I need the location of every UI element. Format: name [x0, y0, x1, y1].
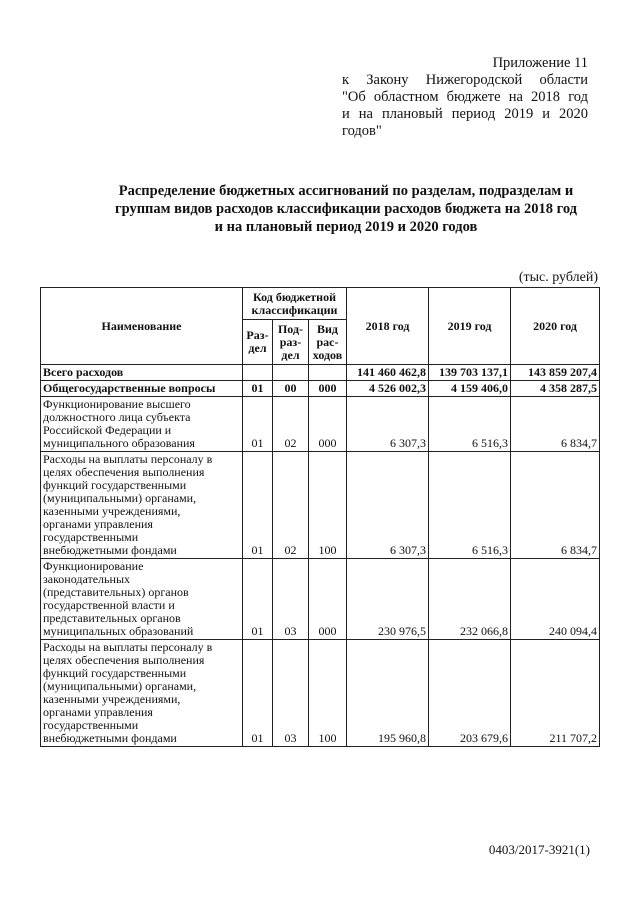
row-name-line: государственными [43, 530, 139, 544]
row-podrazdel: 00 [273, 381, 309, 397]
row-name [41, 452, 243, 559]
row-name-line: казенными учреждениями, [43, 504, 181, 518]
table-row [41, 640, 600, 747]
header-razdel-line-2: дел [248, 341, 267, 355]
row-vid [309, 365, 347, 381]
header-code-group [243, 288, 347, 320]
header-vid-line-2: рас- [316, 334, 339, 349]
row-name-line: Российской Федерации и [43, 423, 172, 437]
header-2018: 2018 год [347, 288, 429, 365]
row-name-line: целях обеспечения выполнения [43, 465, 205, 479]
row-name: Всего расходов [41, 365, 243, 381]
row-podrazdel: 02 [273, 397, 309, 452]
units-label: (тыс. рублей) [518, 270, 598, 285]
row-name-line: Функционирование высшего [43, 397, 191, 411]
row-razdel: 01 [243, 559, 273, 640]
table-row [41, 452, 600, 559]
row-2018: 6 307,3 [347, 397, 429, 452]
row-name-line: законодательных [43, 572, 130, 586]
row-razdel: 01 [243, 397, 273, 452]
document-title-line-3: и на плановый период 2019 и 2020 годов [214, 219, 478, 235]
row-name-line: должностного лица субъекта [43, 410, 191, 424]
budget-table [40, 287, 600, 747]
row-name-line: муниципального образования [43, 436, 195, 450]
row-2018: 6 307,3 [347, 452, 429, 559]
row-name-line: муниципальных образований [43, 624, 194, 638]
row-2020: 6 834,7 [511, 452, 600, 559]
row-name-line: внебюджетными фондами [43, 731, 177, 745]
header-vid-line-1: Вид [317, 321, 338, 336]
row-razdel: 01 [243, 640, 273, 747]
header-vid [309, 320, 347, 365]
row-2018: 195 960,8 [347, 640, 429, 747]
document-title-line-2: группам видов расходов классификации расходов бюджета на 2018 год [114, 201, 577, 217]
header-podrazdel [273, 320, 309, 365]
row-podrazdel [273, 365, 309, 381]
document-code-footer: 0403/2017-3921(1) [488, 842, 590, 857]
header-podrazdel-line-2: раз- [279, 334, 302, 349]
header-name: Наименование [41, 288, 243, 365]
appendix-line-2: "Об областном бюджете на 2018 год [342, 89, 588, 105]
appendix-line-4: годов" [342, 123, 382, 139]
header-razdel [243, 320, 273, 365]
header-vid-line-3: ходов [312, 347, 343, 362]
row-name-line: (муниципальными) органами, [43, 491, 197, 505]
row-name-line: функций государственными [43, 666, 187, 680]
row-razdel [243, 365, 273, 381]
header-podrazdel-line-3: дел [281, 347, 300, 362]
row-2020: 240 094,4 [511, 559, 600, 640]
row-name-line: функций государственными [43, 478, 187, 492]
row-vid: 000 [309, 397, 347, 452]
row-podrazdel: 03 [273, 559, 309, 640]
row-name: Общегосударственные вопросы [41, 381, 243, 397]
header-2020: 2020 год [511, 288, 600, 365]
row-vid: 100 [309, 640, 347, 747]
row-name-line: казенными учреждениями, [43, 692, 181, 706]
row-name-line: Функционирование [43, 559, 144, 573]
row-2019: 139 703 137,1 [429, 365, 511, 381]
row-2019: 203 679,6 [429, 640, 511, 747]
row-name-line: (муниципальными) органами, [43, 679, 197, 693]
table-header [41, 288, 600, 365]
row-name-line: органами управления [43, 705, 153, 719]
row-name-line: целях обеспечения выполнения [43, 653, 205, 667]
row-razdel: 01 [243, 381, 273, 397]
document-title [86, 182, 606, 236]
row-2019: 6 516,3 [429, 452, 511, 559]
appendix-line-3: и на плановый период 2019 и 2020 [342, 106, 588, 122]
row-name-line: Расходы на выплаты персоналу в [43, 452, 213, 466]
row-2018: 4 526 002,3 [347, 381, 429, 397]
row-razdel: 01 [243, 452, 273, 559]
row-2019: 4 159 406,0 [429, 381, 511, 397]
table-row-general-issues [41, 381, 600, 397]
row-name-line: государственными [43, 718, 139, 732]
row-podrazdel: 02 [273, 452, 309, 559]
appendix-line-1: к Закону Нижегородской области [342, 72, 588, 88]
row-name [41, 397, 243, 452]
row-2020: 4 358 287,5 [511, 381, 600, 397]
row-2019: 232 066,8 [429, 559, 511, 640]
header-code-group-line-2: классификации [251, 302, 338, 317]
row-2019: 6 516,3 [429, 397, 511, 452]
header-podrazdel-line-1: Под- [277, 321, 304, 336]
row-2020: 6 834,7 [511, 397, 600, 452]
table-row [41, 559, 600, 640]
row-vid: 000 [309, 559, 347, 640]
row-name-line: государственной власти и [43, 598, 175, 612]
row-name-line: внебюджетными фондами [43, 543, 177, 557]
row-2018: 141 460 462,8 [347, 365, 429, 381]
header-2019: 2019 год [429, 288, 511, 365]
row-name-line: органами управления [43, 517, 153, 531]
table-row [41, 397, 600, 452]
header-code-group-line-1: Код бюджетной [253, 289, 336, 304]
table-row-total [41, 365, 600, 381]
row-podrazdel: 03 [273, 640, 309, 747]
header-razdel-line-1: Раз- [246, 328, 269, 342]
row-name-line: (представительных) органов [43, 585, 189, 599]
row-vid: 000 [309, 381, 347, 397]
row-2020: 143 859 207,4 [511, 365, 600, 381]
table-body [41, 365, 600, 747]
row-name-line: представительных органов [43, 611, 181, 625]
row-name [41, 559, 243, 640]
row-vid: 100 [309, 452, 347, 559]
appendix-header [342, 55, 588, 140]
row-2020: 211 707,2 [511, 640, 600, 747]
document-title-line-1: Распределение бюджетных ассигнований по разделам, подразделам и [118, 183, 574, 199]
row-name-line: Расходы на выплаты персоналу в [43, 640, 213, 654]
appendix-title: Приложение 11 [492, 55, 588, 71]
row-name [41, 640, 243, 747]
row-2018: 230 976,5 [347, 559, 429, 640]
